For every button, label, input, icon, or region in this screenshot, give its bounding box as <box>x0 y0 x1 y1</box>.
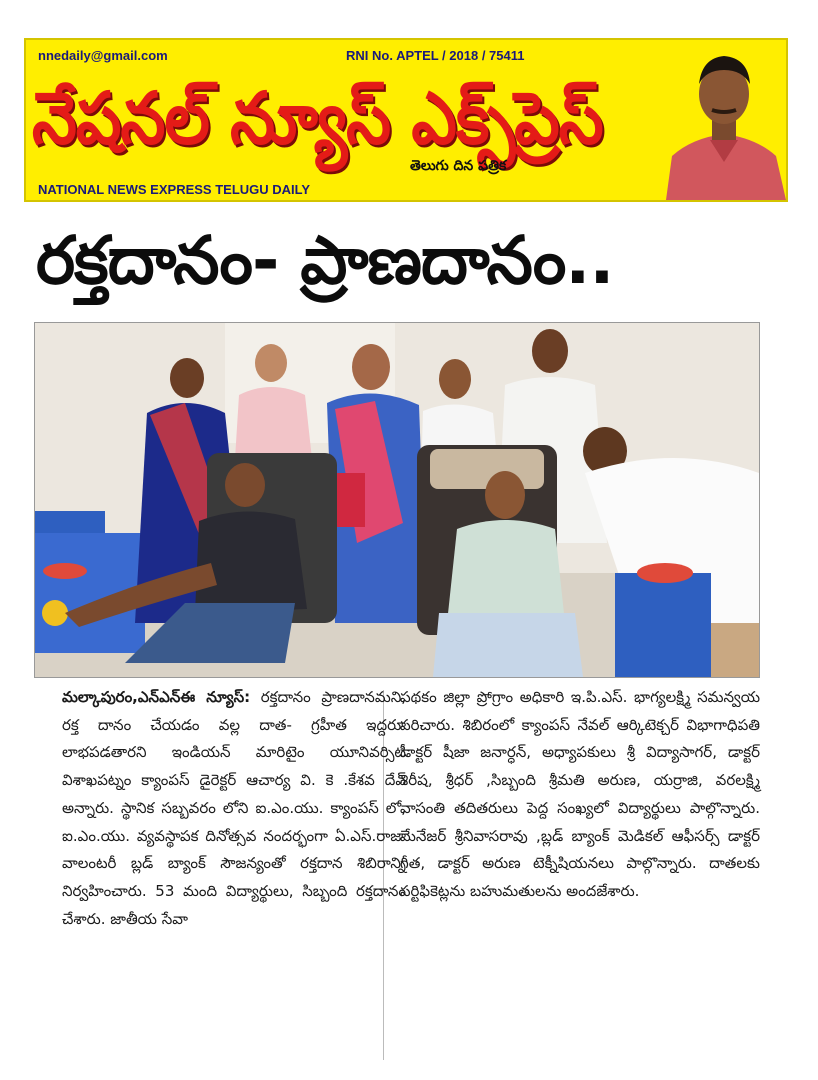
newspaper-english-name: NATIONAL NEWS EXPRESS TELUGU DAILY <box>38 182 311 197</box>
article-dateline: మల్కాపురం,ఎన్ఎన్ఈ న్యూస్: <box>62 688 251 706</box>
editor-portrait <box>662 40 786 200</box>
article-body-left: రక్తదానం ప్రాణదానమని, రక్త దానం చేయడం వల్ల దాత- గ్రహీత ఇద్దరూ లాభపడతారని ఇండియన్ మారిటైం యూనివర్సిటీ విశాఖపట్నం క్యాంపస్ డైరెక్టర్ ఆచార్య వి. కె .కేశవ దేవ్ అన్నారు. స్థానిక సబ్బవరం లోని ఐ.ఎం.యు. క్యాంపస్ లో, ఐ.ఎం.యు. వ్యవస్థాపక దినోత్సవ నందర్భంగా ఏ.ఎస్.రాజా వాలంటరీ బ్లడ్ బ్యాంక్ సౌజన్యంతో రక్తదాన శిబిరాన్ని నిర్వహించారు. 53 మంది విద్యార్థులు, సిబ్బంది రక్తదానం చేశారు. జాతీయ సేవా <box>62 688 407 928</box>
masthead <box>24 38 788 202</box>
masthead-email: nnedaily@gmail.com <box>38 48 168 63</box>
article-headline: రక్తదానం- ప్రాణదానం.. <box>36 222 614 299</box>
article-column-left <box>62 684 406 933</box>
blood-donation-photo <box>34 322 760 678</box>
article-column-right <box>400 684 760 906</box>
article-body-right: పథకం జిల్లా ప్రోగ్రాం అధికారి ఇ.పి.ఎస్. భాగ్యలక్ష్మి సమన్వయ పరిచారు. శిబిరంలో క్యాంపస్ నేవల్ ఆర్కిటెక్చర్ విభాగాధిపతి డాక్టర్ షీజా జనార్ధన్, అధ్యాపకులు శ్రీ విద్యాసాగర్, డాక్టర్ శిరీష, శ్రీధర్ ,సిబ్బంది శ్రీమతి అరుణ, యర్రాజి, వరలక్ష్మి వాసంతి తదితరులు పెద్ద సంఖ్యలో విద్యార్థులు పాల్గొన్నారు. మేనేజర్ శ్రీనివాసరావు ,బ్లడ్ బ్యాంక్ మెడికల్ ఆఫీసర్స్ డాక్టర్ గీత, డాక్టర్ అరుణ టెక్నీషియనలు పాల్గొన్నారు. దాతలకు సర్టిఫికెట్లను బహుమతులను అందజేశారు. <box>400 688 760 900</box>
masthead-rni-number: RNI No. APTEL / 2018 / 75411 <box>346 48 525 63</box>
newspaper-title: నేషనల్ న్యూస్ ఎక్స్‌ప్రెస్ <box>32 78 603 161</box>
newspaper-subtitle: తెలుగు దిన పత్రిక <box>410 158 507 174</box>
